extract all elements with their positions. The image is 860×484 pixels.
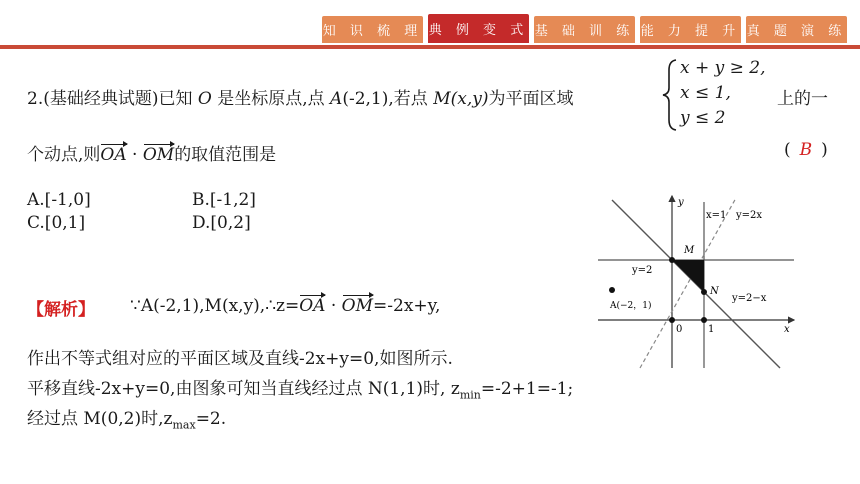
question-text: 是坐标原点,点 — [211, 89, 331, 109]
analysis-line-4 — [27, 404, 226, 431]
point-n-marker — [701, 289, 707, 295]
point-n-label: N — [710, 286, 719, 297]
analysis-line-3 — [27, 374, 573, 401]
inequality-2: x ≤ 1, — [680, 83, 731, 103]
question-text: 的取值范围是 — [174, 145, 277, 165]
tab-basic-training[interactable]: 基 础 训 练 — [534, 16, 635, 43]
subscript-min: min — [459, 388, 481, 402]
subscript-max: max — [172, 418, 196, 432]
answer-letter: B — [799, 140, 813, 160]
question-text: 2.(基础经典试题)已知 — [27, 89, 198, 109]
origin-label: 0 — [676, 324, 683, 335]
point-m: M(x,y) — [433, 89, 489, 109]
line-y2-label: y=2 — [632, 265, 653, 276]
vector-oa: OA — [299, 296, 326, 316]
bracket-open: ( — [784, 140, 791, 160]
analysis-text: =2. — [195, 409, 227, 429]
line-y-2x — [640, 198, 736, 368]
question-text: 为平面区域 — [488, 89, 574, 109]
analysis-line-2: 作出不等式组对应的平面区域及直线-2x+y=0,如图所示. — [27, 349, 453, 369]
point-a: A — [330, 89, 343, 109]
analysis-line-1 — [130, 296, 440, 316]
analysis-text: =-2+1=-1; — [480, 379, 574, 399]
dot-operator: · — [126, 145, 143, 165]
point-m-marker — [669, 257, 675, 263]
feasible-region — [672, 260, 704, 292]
analysis-text: ∵A(-2,1),M(x,y),∴z= — [130, 296, 300, 316]
line-x1-label: x=1 — [706, 210, 727, 221]
line-y2mx-label: y=2−x — [732, 293, 767, 304]
inequality-1: x + y ≥ 2, — [680, 58, 766, 78]
inequality-system — [680, 56, 766, 131]
left-brace-icon — [662, 58, 678, 132]
tab-example-variants[interactable]: 典 例 变 式 — [428, 14, 529, 43]
point-m-label: M — [684, 245, 695, 256]
tick-x1-label: 1 — [708, 324, 715, 335]
tab-real-exam-practice[interactable]: 真 题 演 练 — [746, 16, 847, 43]
point-a-marker — [609, 287, 615, 293]
inequality-3: y ≤ 2 — [680, 108, 726, 128]
y-axis-label: y — [678, 197, 684, 208]
question-text: 若点 — [393, 89, 434, 109]
answer-bracket — [784, 140, 828, 160]
tab-knowledge-review[interactable]: 知 识 梳 理 — [322, 16, 423, 43]
tab-ability-improvement[interactable]: 能 力 提 升 — [640, 16, 741, 43]
origin-marker — [669, 317, 675, 323]
section-tabs — [322, 16, 847, 45]
dot-operator: · — [325, 296, 342, 316]
vector-oa: OA — [100, 145, 127, 165]
header-divider — [0, 45, 860, 49]
question-line-1-tail: 上的一 — [777, 89, 828, 109]
analysis-text: =-2x+y, — [373, 296, 441, 316]
question-text: 个动点,则 — [27, 145, 101, 165]
point-o: O — [197, 89, 212, 109]
point-a-coords: (-2,1), — [342, 89, 394, 109]
question-line-1 — [27, 84, 573, 109]
tick-x1-marker — [701, 317, 707, 323]
vector-om: OM — [142, 145, 175, 165]
option-c[interactable]: C.[0,1] — [27, 213, 86, 233]
analysis-text: 平移直线-2x+y=0,由图象可知当直线经过点 N(1,1)时, z — [27, 379, 460, 399]
option-a[interactable]: A.[-1,0] — [27, 190, 91, 210]
question-line-2 — [27, 140, 276, 165]
region-graph — [596, 192, 800, 370]
analysis-tag: 【解析】 — [27, 300, 95, 320]
vector-om: OM — [341, 296, 374, 316]
line-y2x-label: y=2x — [736, 210, 763, 221]
option-b[interactable]: B.[-1,2] — [192, 190, 256, 210]
x-axis-label: x — [784, 324, 790, 335]
option-d[interactable]: D.[0,2] — [192, 213, 251, 233]
bracket-close: ) — [821, 140, 828, 160]
analysis-text: 经过点 M(0,2)时,z — [27, 409, 173, 429]
point-a-label: A(−2，1) — [610, 301, 652, 311]
